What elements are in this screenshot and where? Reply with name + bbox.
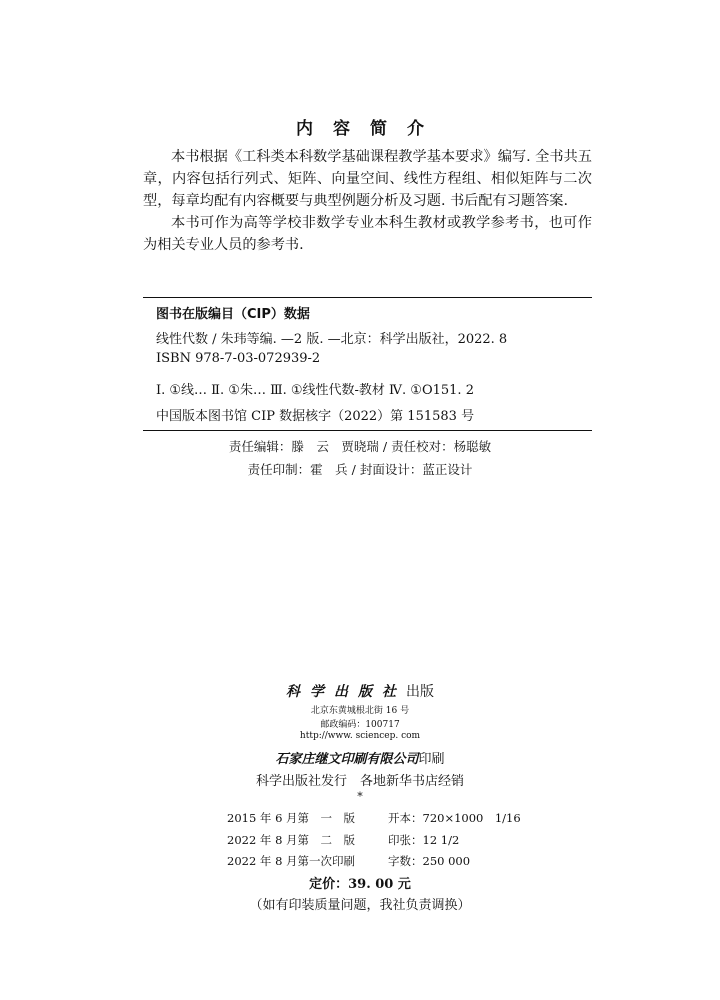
publisher-address: 北京东黄城根北街 16 号 (310, 706, 410, 716)
edition-row-3-left: 2022 年 8 月第一次印刷 (227, 854, 356, 868)
cip-line-record: 中国版本图书馆 CIP 数据核字（2022）第 151583 号 (156, 409, 475, 424)
edition-row-1-left: 2015 年 6 月第 一 版 (227, 811, 356, 825)
separator-star: * (357, 790, 363, 803)
printer-name: 石家庄继文印刷有限公司 (275, 752, 419, 767)
edition-row-2-left: 2022 年 8 月第 二 版 (227, 833, 356, 847)
intro-paragraph-2: 本书可作为高等学校非数学专业本科生教材或教学参考书，也可作为相关专业人员的参考书. (143, 215, 592, 253)
publisher-postcode: 邮政编码：100717 (320, 720, 400, 730)
publisher-line (0, 681, 720, 701)
cip-header: 图书在版编目（CIP）数据 (156, 307, 310, 322)
publisher-name: 科学出版社 (286, 684, 406, 700)
cip-line-isbn: ISBN 978-7-03-072939-2 (156, 351, 321, 366)
page-title: 内容简介 (296, 119, 444, 139)
cip-line-classification: Ⅰ. ①线… Ⅱ. ①朱… Ⅲ. ①线性代数-教材 Ⅳ. ①O151. 2 (156, 383, 474, 398)
printer-suffix: 印刷 (418, 752, 445, 767)
distribution-line: 科学出版社发行 各地新华书店经销 (255, 774, 464, 789)
printer-line (0, 748, 720, 767)
cip-line-title: 线性代数 / 朱玮等编. —2 版. —北京：科学出版社，2022. 8 (156, 332, 508, 347)
publisher-suffix: 出版 (406, 684, 434, 700)
cip-top-rule (143, 297, 592, 298)
edition-row-1-right: 开本：720×1000 1/16 (388, 811, 521, 825)
edition-row-2-right: 印张：12 1/2 (388, 833, 460, 847)
edition-row-3-right: 字数：250 000 (388, 854, 471, 868)
cip-bottom-rule (143, 430, 592, 431)
credits-production: 责任印制：霍 兵 / 封面设计：蓝正设计 (247, 462, 473, 477)
price: 定价：39. 00 元 (309, 877, 411, 892)
credits-editors: 责任编辑：滕 云 贾晓瑞 / 责任校对：杨聪敏 (228, 439, 492, 454)
publisher-website: http://www. sciencep. com (299, 731, 421, 741)
quality-notice: （如有印装质量问题，我社负责调换） (249, 898, 471, 913)
intro-paragraph-1: 本书根据《工科类本科数学基础课程教学基本要求》编写. 全书共五章，内容包括行列式、矩阵、向量空间、线性方程组、相似矩阵与二次型，每章均配有内容概要与典型例题分析及习题. 书后配有习题答案. (143, 149, 592, 209)
